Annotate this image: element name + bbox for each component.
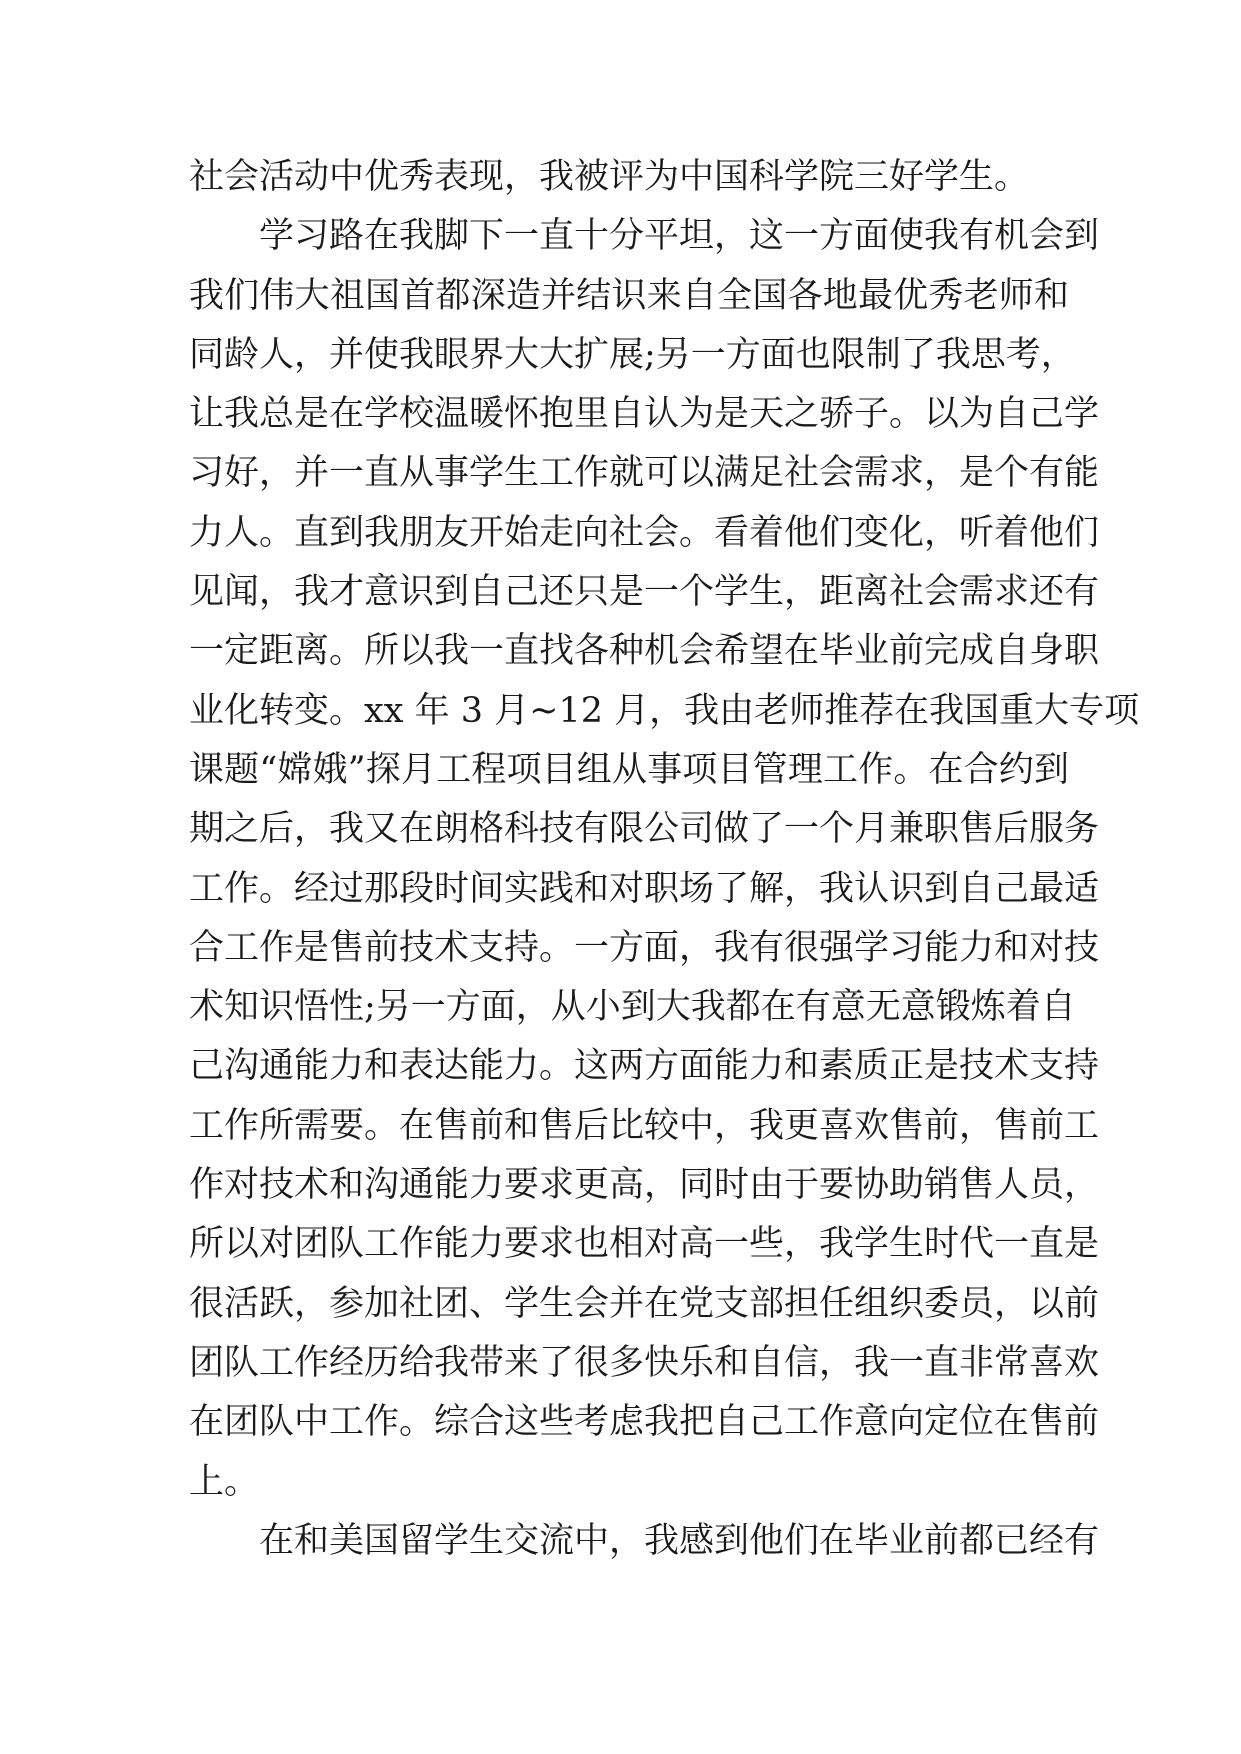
text-line: 见闻，我才意识到自己还只是一个学生，距离社会需求还有 bbox=[189, 572, 1100, 613]
text-line: 课题“嫦娥”探月工程项目组从事项目管理工作。在合约到 bbox=[189, 749, 1069, 790]
text-line: 期之后，我又在朗格科技有限公司做了一个月兼职售后服务 bbox=[189, 809, 1100, 850]
text-line: 力人。直到我朋友开始走向社会。看着他们变化，听着他们 bbox=[189, 512, 1100, 553]
text-line: 工作所需要。在售前和售后比较中，我更喜欢售前，售前工 bbox=[189, 1105, 1100, 1146]
text-line: 团队工作经历给我带来了很多快乐和自信，我一直非常喜欢 bbox=[189, 1342, 1100, 1383]
text-line: 合工作是售前技术支持。一方面，我有很强学习能力和对技 bbox=[189, 927, 1100, 968]
text-line: 习好，并一直从事学生工作就可以满足社会需求，是个有能 bbox=[189, 453, 1100, 494]
text-line: 作对技术和沟通能力要求更高，同时由于要协助销售人员， bbox=[189, 1165, 1100, 1206]
text-line: 同龄人，并使我眼界大大扩展;另一方面也限制了我思考， bbox=[189, 334, 1076, 375]
text-line: 社会活动中优秀表现，我被评为中国科学院三好学生。 bbox=[189, 157, 1030, 197]
text-line: 我们伟大祖国首都深造并结识来自全国各地最优秀老师和 bbox=[189, 275, 1069, 316]
text-line: 很活跃，参加社团、学生会并在党支部担任组织委员，以前 bbox=[189, 1283, 1100, 1324]
text-line: 所以对团队工作能力要求也相对高一些，我学生时代一直是 bbox=[189, 1224, 1100, 1265]
body-text bbox=[189, 148, 1140, 1571]
paragraph-last-line: 上。 bbox=[189, 1461, 260, 1502]
text-line: 在团队中工作。综合这些考虑我把自己工作意向定位在售前 bbox=[189, 1402, 1100, 1443]
text-line: 己沟通能力和表达能力。这两方面能力和素质正是技术支持 bbox=[189, 1046, 1100, 1087]
text-line: 一定距离。所以我一直找各种机会希望在毕业前完成自身职 bbox=[189, 631, 1100, 672]
paragraph-first-line: 在和美国留学生交流中，我感到他们在毕业前都已经有 bbox=[259, 1520, 1100, 1561]
text-line: 工作。经过那段时间实践和对职场了解，我认识到自己最适 bbox=[189, 868, 1100, 909]
text-line: 让我总是在学校温暖怀抱里自认为是天之骄子。以为自己学 bbox=[189, 394, 1100, 435]
text-line: 术知识悟性;另一方面，从小到大我都在有意无意锻炼着自 bbox=[189, 987, 1076, 1028]
text-line: 业化转变。xx 年 3 月~12 月，我由老师推荐在我国重大专项 bbox=[189, 690, 1140, 731]
paragraph-first-line: 学习路在我脚下一直十分平坦，这一方面使我有机会到 bbox=[259, 216, 1100, 257]
